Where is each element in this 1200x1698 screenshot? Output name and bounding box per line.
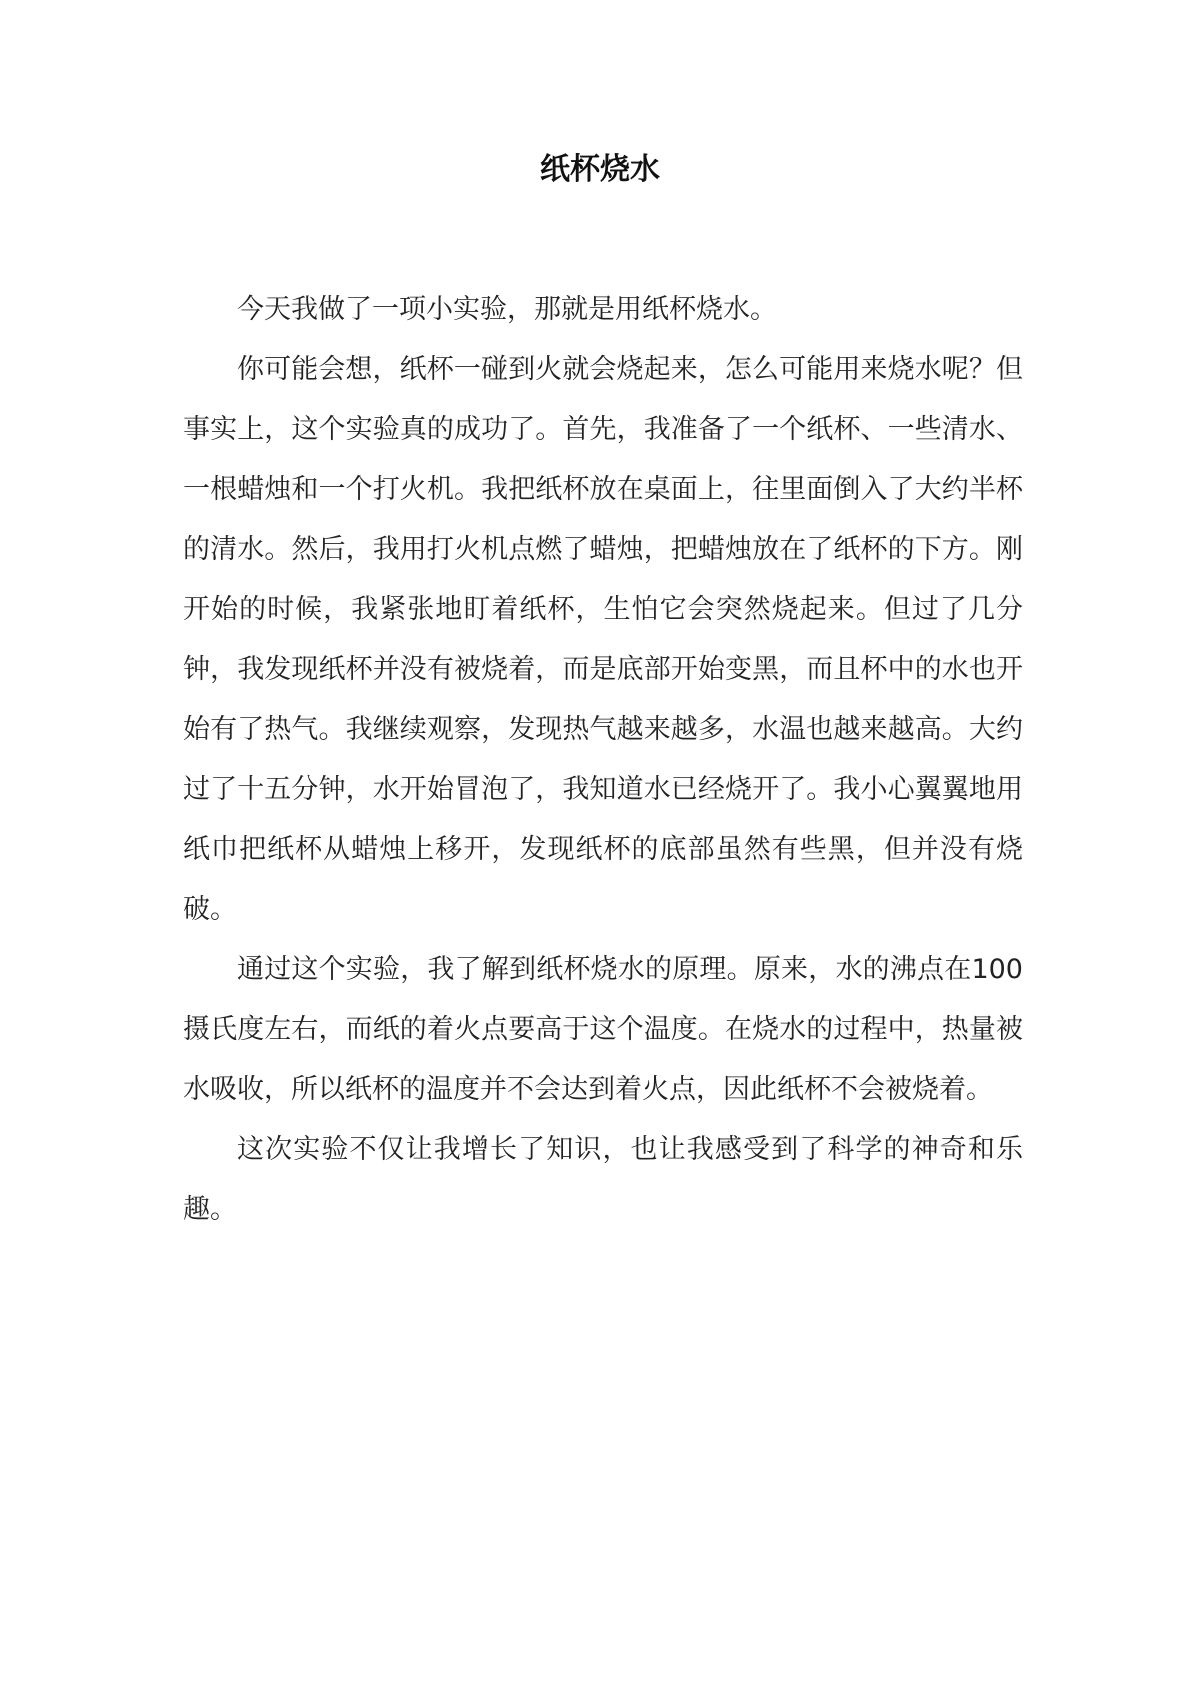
document-body: [183, 280, 1023, 1240]
paragraph-conclusion: 这次实验不仅让我增长了知识，也让我感受到了科学的神奇和乐趣。: [183, 1134, 1023, 1225]
paragraph-intro: 今天我做了一项小实验，那就是用纸杯烧水。: [237, 294, 777, 325]
paragraph-procedure: 你可能会想，纸杯一碰到火就会烧起来，怎么可能用来烧水呢？但事实上，这个实验真的成功了。首先，我准备了一个纸杯、一些清水、一根蜡烛和一个打火机。我把纸杯放在桌面上，往里面倒入了大约半杯的清水。然后，我用打火机点燃了蜡烛，把蜡烛放在了纸杯的下方。刚开始的时候，我紧张地盯着纸杯，生怕它会突然烧起来。但过了几分钟，我发现纸杯并没有被烧着，而是底部开始变黑，而且杯中的水也开始有了热气。我继续观察，发现热气越来越多，水温也越来越高。大约过了十五分钟，水开始冒泡了，我知道水已经烧开了。我小心翼翼地用纸巾把纸杯从蜡烛上移开，发现纸杯的底部虽然有些黑，但并没有烧破。: [183, 354, 1023, 925]
paragraph-principle: 通过这个实验，我了解到纸杯烧水的原理。原来，水的沸点在100摄氏度左右，而纸的着火点要高于这个温度。在烧水的过程中，热量被水吸收，所以纸杯的温度并不会达到着火点，因此纸杯不会被烧着。: [183, 954, 1023, 1105]
document-title: 纸杯烧水: [540, 152, 660, 187]
